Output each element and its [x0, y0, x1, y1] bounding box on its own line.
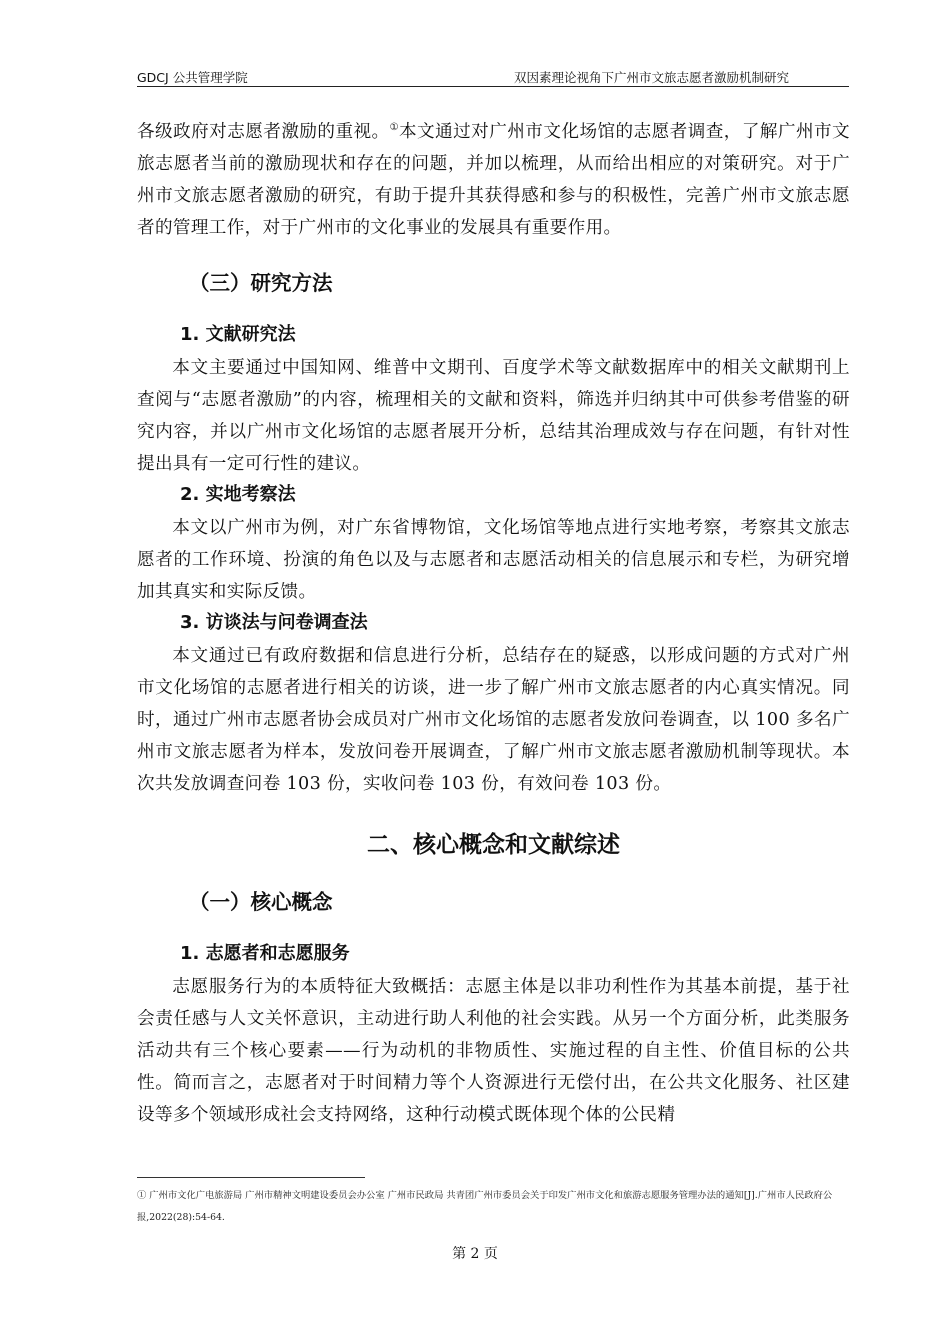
section-heading-core-concepts: （一）核心概念	[189, 890, 333, 914]
method-paragraph-interview-survey: 本文通过已有政府数据和信息进行分析，总结存在的疑惑，以形成问题的方式对广州市文化场馆的志愿者进行相关的访谈，进一步了解广州市文旅志愿者的内心真实情况。同时，通过广州市志愿者协会成员对广州市文化场馆的志愿者发放问卷调查，以 100 多名广州市文旅志愿者为样本，发放问卷开展调查，了解广州市文旅志愿者激励机制等现状。本次共发放调查问卷 103 份，实收问卷 103 份，有效问卷 103 份。	[137, 646, 850, 794]
footnote-reference[interactable]: ①	[389, 122, 400, 133]
header-institution: GDCJ 公共管理学院	[137, 70, 248, 85]
page-number: 第 2 页	[452, 1246, 498, 1262]
main-content	[137, 116, 850, 1131]
intro-paragraph	[137, 116, 850, 244]
method-paragraph-literature: 本文主要通过中国知网、维普中文期刊、百度学术等文献数据库中的相关文献期刊上查阅与“志愿者激励”的内容，梳理相关的文献和资料，筛选并归纳其中可供参考借鉴的研究内容，并以广州市文化场馆的志愿者展开分析，总结其治理成效与存在问题，有针对性提出具有一定可行性的建议。	[137, 358, 850, 474]
method-heading-interview-survey: 3. 访谈法与问卷调查法	[180, 612, 368, 633]
footnote-divider	[137, 1177, 365, 1178]
concept-heading-volunteer: 1. 志愿者和志愿服务	[180, 943, 350, 964]
chapter-heading-core-concepts: 二、核心概念和文献综述	[367, 832, 620, 858]
header-paper-title: 双因素理论视角下广州市文旅志愿者激励机制研究	[513, 70, 789, 85]
running-header	[137, 66, 849, 87]
method-heading-fieldwork: 2. 实地考察法	[180, 484, 296, 505]
intro-text-end: 本文通过对广州市文化场馆的志愿者调查，了解广州市文旅志愿者当前的激励现状和存在的问题，并加以梳理，从而给出相应的对策研究。对于广州市文旅志愿者激励的研究，有助于提升其获得感和参与的积极性，完善广州市文旅志愿者的管理工作，对于广州市的文化事业的发展具有重要作用。	[137, 122, 850, 238]
method-heading-literature: 1. 文献研究法	[180, 324, 296, 345]
method-paragraph-fieldwork: 本文以广州市为例，对广东省博物馆，文化场馆等地点进行实地考察，考察其文旅志愿者的工作环境、扮演的角色以及与志愿者和志愿活动相关的信息展示和专栏，为研究增加其真实和实际反馈。	[137, 518, 850, 602]
footnote-text: ① 广州市文化广电旅游局 广州市精神文明建设委员会办公室 广州市民政局 共青团广州市委员会关于印发广州市文化和旅游志愿服务管理办法的通知[J].广州市人民政府公报,2022(28):54-64.	[137, 1190, 833, 1223]
concept-paragraph-volunteer: 志愿服务行为的本质特征大致概括：志愿主体是以非功利性作为其基本前提，基于社会责任感与人文关怀意识，主动进行助人利他的社会实践。从另一个方面分析，此类服务活动共有三个核心要素——行为动机的非物质性、实施过程的自主性、价值目标的公共性。简而言之，志愿者对于时间精力等个人资源进行无偿付出，在公共文化服务、社区建设等多个领域形成社会支持网络，这种行动模式既体现个体的公民精	[137, 977, 850, 1125]
section-heading-methods: （三）研究方法	[189, 271, 333, 295]
intro-text-start: 各级政府对志愿者激励的重视。	[137, 122, 390, 142]
